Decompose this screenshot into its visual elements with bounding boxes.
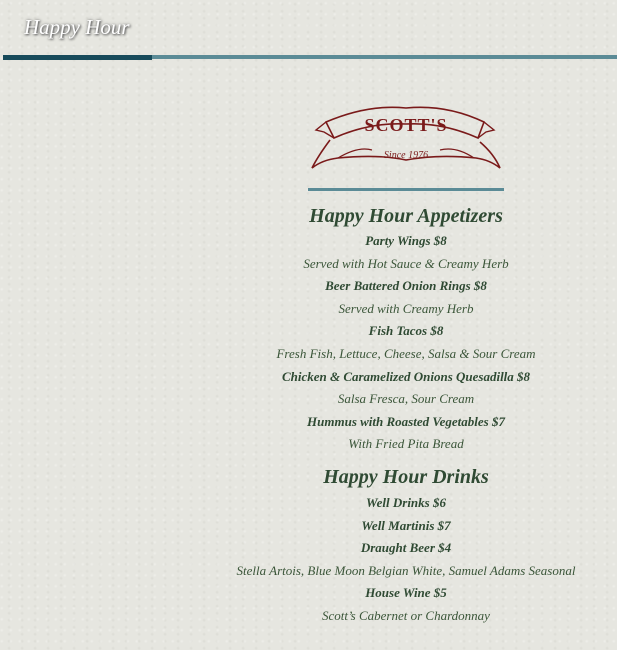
page-title: Happy Hour xyxy=(24,15,130,39)
menu-item-name: Well Martinis $7 xyxy=(361,517,451,533)
logo-wordmark: SCOTT'S xyxy=(364,115,448,135)
menu-item-desc: Served with Hot Sauce & Creamy Herb xyxy=(303,255,509,271)
menu-item-name: Fish Tacos $8 xyxy=(368,323,444,339)
header-rule-light xyxy=(152,55,617,59)
menu-item-name: Hummus with Roasted Vegetables $7 xyxy=(307,413,505,429)
logo-rule xyxy=(308,188,504,191)
menu-item-desc: Fresh Fish, Lettuce, Cheese, Salsa & Sour Cream xyxy=(276,345,536,361)
menu-item-desc: Served with Creamy Herb xyxy=(338,300,474,316)
logo-tagline: Since 1976 xyxy=(383,150,429,161)
menu-item-name: Party Wings $8 xyxy=(365,233,447,248)
menu-content xyxy=(200,202,612,628)
menu-item-name: House Wine $5 xyxy=(365,585,447,601)
menu-item-name: Draught Beer $4 xyxy=(360,540,452,556)
menu-item-name: Well Drinks $6 xyxy=(366,494,446,510)
menu-item-desc: Stella Artois, Blue Moon Belgian White, Samuel Adams Seasonal xyxy=(236,562,576,578)
menu-item-name: Chicken & Caramelized Onions Quesadilla $8 xyxy=(281,368,531,384)
header-rule-dark xyxy=(3,55,152,60)
drinks-heading: Happy Hour Drinks xyxy=(323,465,489,488)
menu-item-desc: With Fried Pita Bread xyxy=(348,436,464,452)
menu-item-desc: Scott’s Cabernet or Chardonnay xyxy=(322,607,490,623)
scotts-logo xyxy=(308,100,504,176)
appetizers-heading: Happy Hour Appetizers xyxy=(309,205,503,227)
menu-item-name: Beer Battered Onion Rings $8 xyxy=(325,278,487,294)
menu-item-desc: Salsa Fresca, Sour Cream xyxy=(337,391,475,407)
